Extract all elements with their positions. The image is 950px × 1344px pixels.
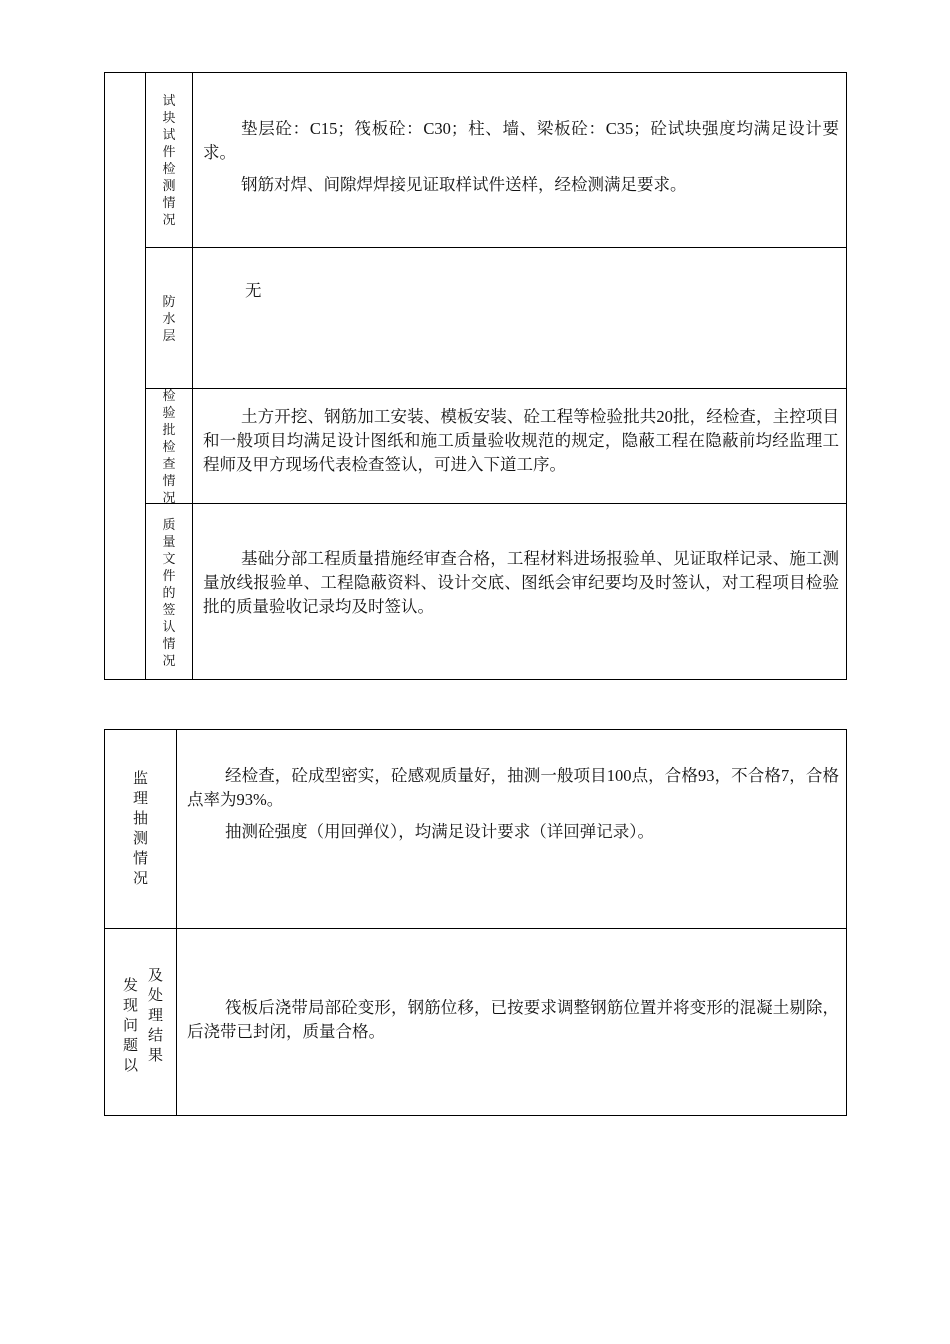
row-content-document-signoff	[203, 547, 839, 627]
row-content-issues	[187, 996, 839, 1052]
paragraph: 基础分部工程质量措施经审查合格，工程材料进场报验单、见证取样记录、施工测量放线报验单、工程隐蔽资料、设计交底、图纸会审纪要均及时签认，对工程项目检验批的质量验收记录均及时签认。	[203, 549, 839, 616]
row-label-sampling: 监 理 抽 测 情 况	[132, 771, 148, 887]
inspection-table-2	[104, 729, 847, 1116]
paragraph: 筏板后浇带局部砼变形，钢筋位移，已按要求调整钢筋位置并将变形的混凝土剔除，后浇带已封闭，质量合格。	[187, 998, 839, 1041]
row-content-waterproof	[203, 279, 839, 311]
inspection-table-1	[104, 72, 847, 680]
row-content-sampling	[187, 764, 839, 852]
paragraph: 经检查，砼成型密实，砼感观质量好，抽测一般项目100点，合格93，不合格7，合格点率为93%。	[187, 766, 839, 809]
table1-divider-label	[192, 73, 193, 679]
paragraph: 抽测砼强度（用回弹仪），均满足设计要求（详回弹记录）。	[225, 822, 654, 841]
table1-row-divider	[145, 247, 846, 248]
row-label-issues: 发 现 问 题 以 及 处 理 结 果	[123, 968, 164, 1074]
table2-row-divider	[105, 928, 846, 929]
row-content-batch-inspection	[203, 405, 839, 485]
table1-row-divider	[145, 388, 846, 389]
row-label-document-signoff: 质 量 文 件 的 签 认 情 况	[162, 517, 176, 668]
row-label-test-block: 试 块 试 件 检 测 情 况	[162, 93, 176, 227]
table1-row-divider	[145, 503, 846, 504]
row-label-waterproof: 防 水 层	[162, 293, 176, 343]
paragraph: 无	[245, 281, 262, 300]
row-label-batch-inspection: 检 验 批 检 查 情 况	[162, 387, 176, 505]
paragraph: 钢筋对焊、间隙焊焊接见证取样试件送样，经检测满足要求。	[241, 175, 687, 194]
paragraph: 垫层砼：C15；筏板砼：C30；柱、墙、梁板砼：C35；砼试块强度均满足设计要求。	[203, 119, 839, 162]
paragraph: 土方开挖、钢筋加工安装、模板安装、砼工程等检验批共20批，经检查，主控项目和一般项目均满足设计图纸和施工质量验收规范的规定，隐蔽工程在隐蔽前均经监理工程师及甲方现场代表检查签认，可进入下道工序。	[203, 407, 839, 474]
table2-divider-label	[176, 730, 177, 1115]
row-content-test-block	[203, 117, 839, 205]
